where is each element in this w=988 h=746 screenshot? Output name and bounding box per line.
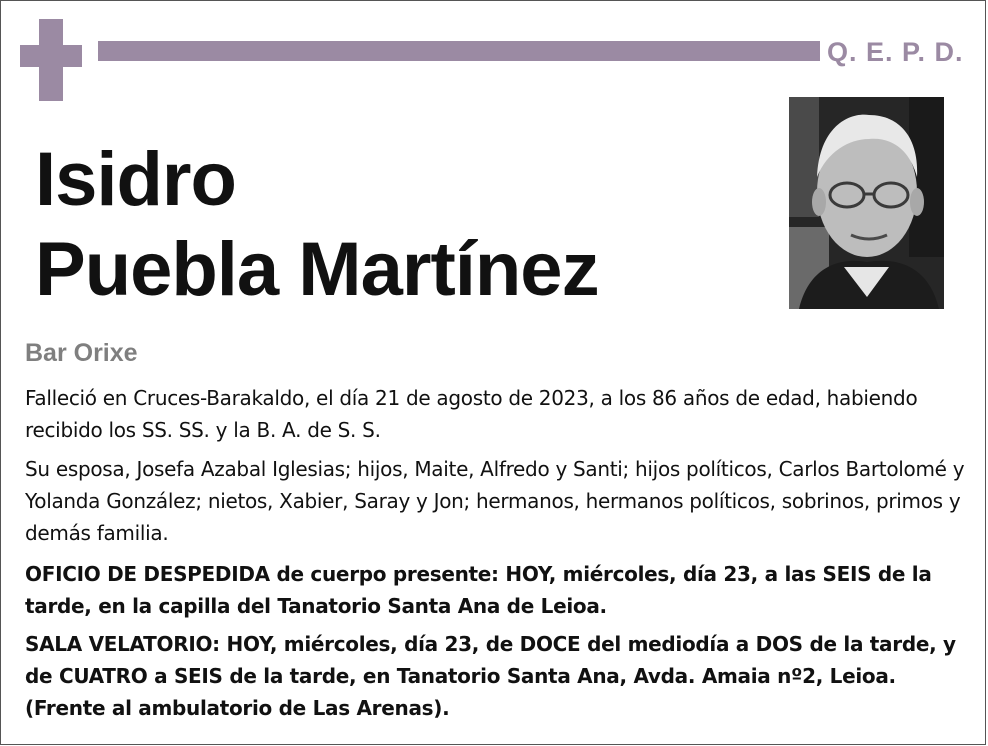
header-rule [98,41,820,61]
portrait-photo [789,97,944,309]
deceased-name [35,135,599,315]
family-paragraph: Su esposa, Josefa Azabal Iglesias; hijos, Maite, Alfredo y Santi; hijos políticos, Carlos Bartolomé y Yolanda González; nietos, Xabier, Saray y Jon; hermanos, hermanos políticos, sobrinos, primos y demás familia. [25,457,965,545]
service-paragraph: OFICIO DE DESPEDIDA de cuerpo presente: HOY, miércoles, día 23, a las SEIS de la tarde, en la capilla del Tanatorio Santa Ana de Leioa. [25,562,932,618]
death-paragraph: Falleció en Cruces-Barakaldo, el día 21 de agosto de 2023, a los 86 años de edad, habiendo recibido los SS. SS. y la B. A. de S. S. [25,386,918,442]
first-name: Isidro [35,137,236,222]
sender-name: Bar Orixe [25,339,138,367]
qepd-label: Q. E. P. D. [827,37,964,67]
wake-paragraph: SALA VELATORIO: HOY, miércoles, día 23, de DOCE del mediodía a DOS de la tarde, y de CUATRO a SEIS de la tarde, en Tanatorio Santa Ana, Avda. Amaia nº2, Leioa. (Frente al ambulatorio de Las Arenas). [25,632,956,720]
surnames: Puebla Martínez [35,227,599,312]
